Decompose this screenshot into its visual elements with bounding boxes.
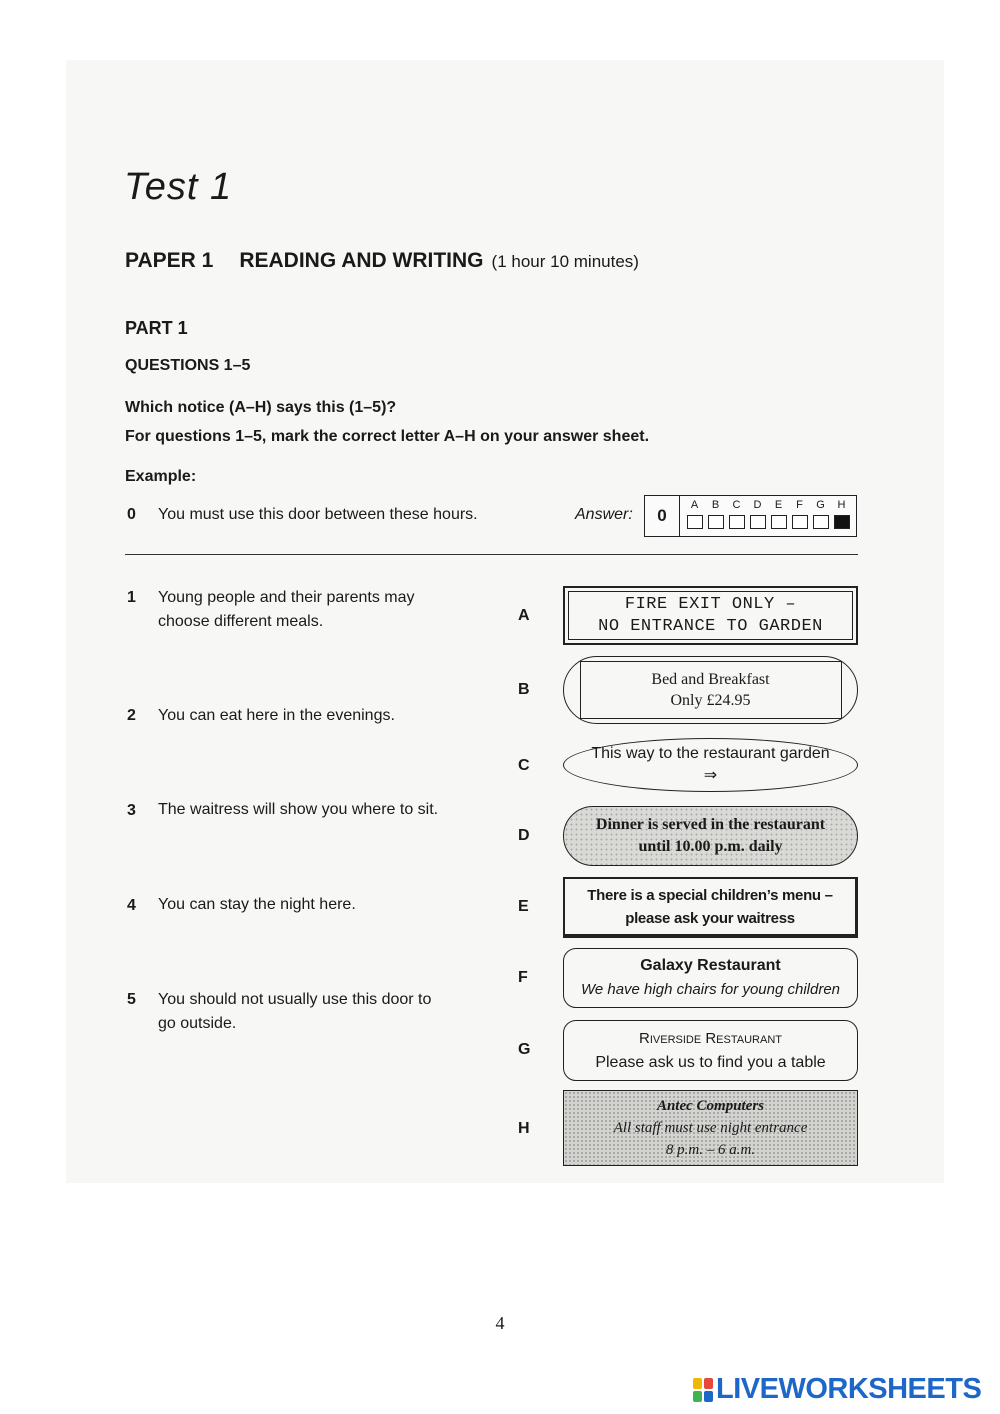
notice-line: Antec Computers <box>656 1098 765 1114</box>
answer-letter: G <box>816 499 825 511</box>
notice-line: Dinner is served in the restaurant <box>595 816 826 833</box>
answer-checkbox[interactable] <box>750 515 766 529</box>
notice-line: All staff must use night entrance <box>613 1120 808 1136</box>
answer-label: Answer: <box>575 506 633 523</box>
notice-line: NO ENTRANCE TO GARDEN <box>598 616 823 636</box>
arrow-right-icon: ⇒ <box>703 767 718 784</box>
notice-a <box>563 586 858 645</box>
answer-letter: C <box>732 499 741 511</box>
question-number: 4 <box>127 897 136 914</box>
notice-letter: H <box>518 1120 530 1137</box>
logo-square <box>693 1378 702 1389</box>
notice-a-inner <box>568 591 853 640</box>
question-line: You can eat here in the evenings. <box>158 707 395 724</box>
example-text: You must use this door between these hours. <box>158 506 478 523</box>
answer-checkbox[interactable] <box>813 515 829 529</box>
notice-f <box>563 948 858 1008</box>
notice-line: We have high chairs for young children <box>580 981 841 998</box>
notice-line: until 10.00 p.m. daily <box>638 838 783 855</box>
paper-heading <box>125 249 639 273</box>
notice-line: This way to the restaurant garden <box>591 745 830 762</box>
notice-line: 8 p.m. – 6 a.m. <box>665 1142 756 1158</box>
instruction-line: Which notice (A–H) says this (1–5)? <box>125 399 397 416</box>
notice-line: Please ask us to find you a table <box>595 1053 826 1071</box>
answer-letter: D <box>753 499 762 511</box>
liveworksheets-logo[interactable] <box>693 1373 981 1406</box>
notice-d <box>563 806 858 866</box>
question-text <box>158 586 478 634</box>
question-line: go outside. <box>158 1015 237 1032</box>
answer-checkbox-marked[interactable] <box>834 515 850 529</box>
paper-label: PAPER 1 <box>125 249 214 272</box>
answer-letter: B <box>711 499 720 511</box>
notice-g <box>563 1020 858 1081</box>
page-number: 4 <box>495 1313 505 1333</box>
question-number: 5 <box>127 991 136 1008</box>
test-title: Test 1 <box>124 166 233 208</box>
answer-cell[interactable] <box>769 499 788 529</box>
question-number: 2 <box>127 707 136 724</box>
answer-cell[interactable] <box>811 499 830 529</box>
notice-line: Galaxy Restaurant <box>640 957 781 974</box>
notice-letter: A <box>518 607 530 624</box>
notice-line: Riverside Restaurant <box>639 1029 782 1047</box>
answer-checkbox[interactable] <box>729 515 745 529</box>
question-line: You should not usually use this door to <box>158 991 432 1008</box>
answer-letter: A <box>690 499 699 511</box>
question-line: choose different meals. <box>158 613 324 630</box>
notice-letter: B <box>518 681 530 698</box>
answer-letter: H <box>837 499 846 511</box>
notice-letter: D <box>518 827 530 844</box>
notice-line: FIRE EXIT ONLY – <box>624 594 797 614</box>
notice-b-inner <box>580 661 842 719</box>
answer-checkbox[interactable] <box>771 515 787 529</box>
example-number: 0 <box>127 506 136 523</box>
answer-checkbox[interactable] <box>792 515 808 529</box>
answer-box <box>644 495 857 537</box>
logo-square <box>704 1378 713 1389</box>
divider <box>125 554 858 555</box>
question-line: Young people and their parents may <box>158 589 415 606</box>
question-text <box>158 893 478 917</box>
notice-line: Only £24.95 <box>670 692 751 709</box>
notice-h <box>563 1090 858 1166</box>
question-line: The waitress will show you where to sit. <box>158 801 439 818</box>
instruction-line: For questions 1–5, mark the correct letter A–H on your answer sheet. <box>125 428 650 445</box>
answer-cell[interactable] <box>748 499 767 529</box>
question-text <box>158 798 478 822</box>
part-heading: PART 1 <box>125 318 188 338</box>
answer-cell[interactable] <box>832 499 851 529</box>
example-heading: Example: <box>125 468 197 485</box>
answer-cell[interactable] <box>790 499 809 529</box>
notice-letter: G <box>518 1041 531 1058</box>
logo-text: LIVEWORKSHEETS <box>716 1373 982 1405</box>
notice-b <box>563 656 858 724</box>
paper-title: READING AND WRITING <box>239 249 484 272</box>
logo-square <box>693 1391 702 1402</box>
questions-heading: QUESTIONS 1–5 <box>125 357 251 374</box>
answer-number: 0 <box>645 496 680 536</box>
answer-letter: F <box>796 499 803 511</box>
notice-line: There is a special children’s menu – <box>587 886 833 904</box>
paper-duration: (1 hour 10 minutes) <box>491 252 639 271</box>
answer-cell[interactable] <box>727 499 746 529</box>
notice-e <box>563 877 858 938</box>
notice-c <box>563 738 858 792</box>
question-text <box>158 988 478 1036</box>
answer-checkbox[interactable] <box>708 515 724 529</box>
question-text <box>158 704 478 728</box>
question-number: 1 <box>127 589 136 606</box>
answer-checkbox[interactable] <box>687 515 703 529</box>
notice-letter: C <box>518 757 530 774</box>
notice-line: Bed and Breakfast <box>651 671 770 688</box>
question-number: 3 <box>127 802 136 819</box>
notice-letter: E <box>518 898 529 915</box>
answer-cells <box>685 499 851 529</box>
question-line: You can stay the night here. <box>158 896 356 913</box>
answer-cell[interactable] <box>706 499 725 529</box>
answer-cell[interactable] <box>685 499 704 529</box>
answer-letter: E <box>774 499 783 511</box>
logo-square <box>704 1391 713 1402</box>
liveworksheets-logo-icon <box>693 1378 713 1402</box>
notice-letter: F <box>518 969 528 986</box>
notice-line: please ask your waitress <box>625 909 795 927</box>
